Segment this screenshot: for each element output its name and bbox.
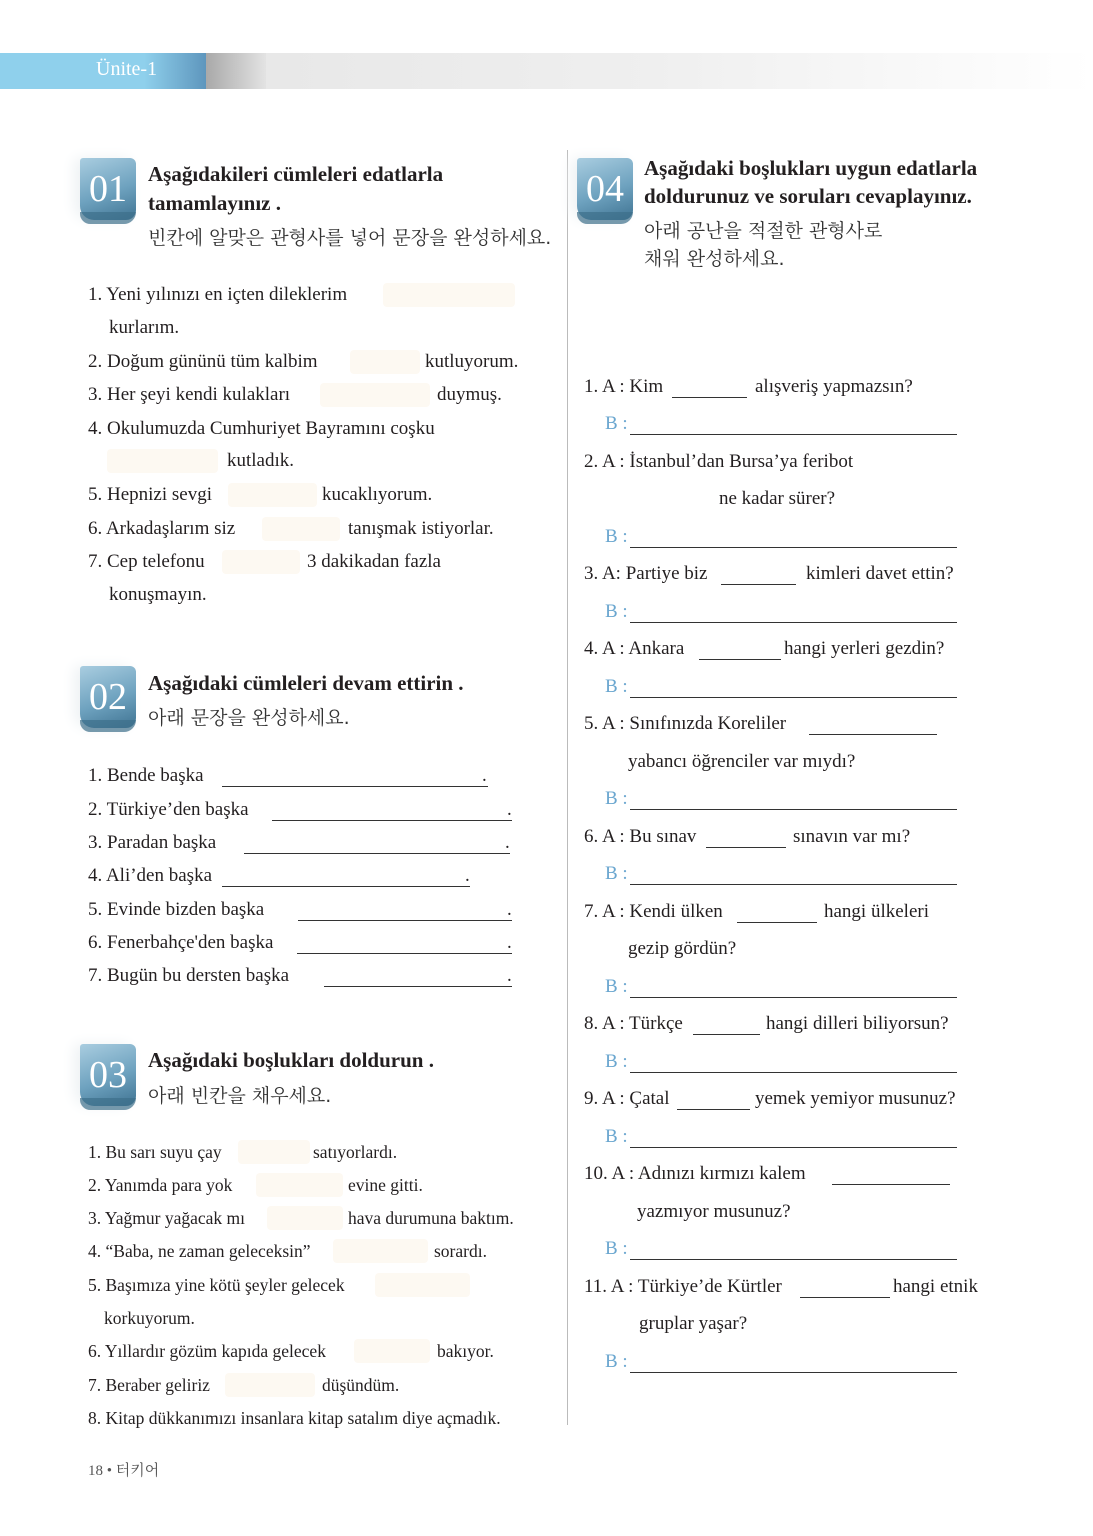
answer-blank[interactable] [320,383,430,407]
exercise-text: hava durumuna baktım. [348,1208,514,1228]
exercise-text: bakıyor. [437,1341,494,1361]
exercise-text: . [465,865,470,886]
book-title: 터키어 [115,1463,160,1479]
exercise-text: 2. Yanımda para yok [88,1175,233,1195]
exercise-text: alışveriş yapmazsın? [755,376,913,397]
exercise-text: düşündüm. [322,1375,400,1395]
exercise-title: doldurunuz ve soruları cevaplayınız. [644,184,972,208]
exercise-text: 8. A : Türkçe [584,1013,683,1034]
exercise-text: ne kadar sürer? [719,488,836,509]
exercise-text: evine gitti. [348,1175,423,1195]
unit-tab-shadow [206,53,266,89]
exercise-instruction-korean: 빈칸에 알맞은 관형사를 넣어 문장을 완성하세요. [148,227,552,249]
answer-line[interactable] [630,547,957,548]
answer-label-b: B : [605,863,628,884]
answer-blank[interactable] [375,1273,470,1297]
answer-line[interactable] [630,622,957,623]
exercise-text: . [482,765,487,786]
exercise-text: yabancı öğrenciler var mıydı? [628,751,856,772]
exercise-instruction-korean: 아래 빈칸을 채우세요. [148,1085,332,1107]
exercise-text: 10. A : Adınızı kırmızı kalem [584,1163,806,1184]
answer-blank[interactable] [354,1339,430,1363]
answer-blank[interactable] [333,1239,428,1263]
answer-blank[interactable] [107,449,218,473]
exercise-text: 4. Ali’den başka [88,865,213,886]
exercise-text: tanışmak istiyorlar. [348,518,494,539]
exercise-text: 6. Yıllardır gözüm kapıda gelecek [88,1341,326,1361]
exercise-text: hangi etnik [893,1276,978,1297]
answer-line[interactable] [693,1034,760,1035]
answer-label-b: B : [605,1238,628,1259]
exercise-instruction-korean: 아래 공난을 적절한 관형사로 [644,220,883,242]
exercise-text: 1. A : Kim [584,376,664,397]
exercise-text: . [505,832,510,853]
answer-line[interactable] [297,953,512,954]
exercise-text: 3. Yağmur yağacak mı [88,1208,245,1228]
exercise-text: kimleri davet ettin? [806,563,954,584]
answer-line[interactable] [630,434,957,435]
exercise-badge-02: 02 [80,666,136,728]
answer-line[interactable] [699,659,781,660]
answer-line[interactable] [800,1297,890,1298]
exercise-text: 6. Fenerbahçe'den başka [88,932,274,953]
answer-label-b: B : [605,788,628,809]
answer-line[interactable] [630,1372,957,1373]
exercise-text: . [507,932,512,953]
exercise-text: 3 dakikadan fazla [307,551,441,572]
answer-blank[interactable] [256,1173,343,1197]
answer-line[interactable] [721,584,796,585]
column-divider [567,150,568,1425]
exercise-instruction-korean: 아래 문장을 완성하세요. [148,707,350,729]
page-number: 18 [88,1463,103,1479]
answer-blank[interactable] [383,283,515,307]
exercise-text: 1. Yeni yılınızı en içten dileklerim [88,284,348,305]
exercise-text: 4. A : Ankara [584,638,685,659]
answer-line[interactable] [737,922,817,923]
answer-line[interactable] [630,997,957,998]
answer-line[interactable] [630,1259,957,1260]
exercise-text: kucaklıyorum. [322,484,433,505]
exercise-text: hangi ülkeleri [824,901,929,922]
answer-line[interactable] [706,847,786,848]
answer-label-b: B : [605,1351,628,1372]
answer-label-b: B : [605,676,628,697]
exercise-text: konuşmayın. [109,584,207,605]
answer-label-b: B : [605,601,628,622]
answer-label-b: B : [605,1051,628,1072]
exercise-text: 5. Başımıza yine kötü şeyler gelecek [88,1275,345,1295]
exercise-badge-01: 01 [80,158,136,220]
exercise-text: 5. A : Sınıfınızda Koreliler [584,713,787,734]
exercise-title: tamamlayınız . [148,191,281,215]
exercise-text: hangi yerleri gezdin? [784,638,945,659]
exercise-text: 5. Evinde bizden başka [88,899,265,920]
exercise-text: 3. Paradan başka [88,832,217,853]
answer-line[interactable] [298,920,512,921]
exercise-text: 9. A : Çatal [584,1088,670,1109]
exercise-text: . [507,965,512,986]
exercise-text: yazmıyor musunuz? [637,1201,791,1222]
exercise-badge-04: 04 [577,158,633,220]
exercise-text: 4. Okulumuzda Cumhuriyet Bayramını coşku [88,418,435,439]
answer-line[interactable] [630,1072,957,1073]
answer-line[interactable] [630,884,957,885]
exercise-text: sorardı. [434,1241,487,1261]
exercise-text: yemek yemiyor musunuz? [755,1088,956,1109]
exercise-text: . [507,899,512,920]
answer-line[interactable] [222,786,488,787]
exercise-text: kurlarım. [109,317,180,338]
answer-line[interactable] [244,853,510,854]
answer-label-b: B : [605,413,628,434]
exercise-text: 6. Arkadaşlarım siz [88,518,236,539]
answer-line[interactable] [630,809,957,810]
answer-blank[interactable] [267,1206,343,1230]
exercise-text: 2. A : İstanbul’dan Bursa’ya feribot [584,451,854,472]
exercise-text: 5. Hepnizi sevgi [88,484,213,505]
exercise-text: 7. A : Kendi ülken [584,901,723,922]
exercise-text: satıyorlardı. [313,1142,398,1162]
answer-label-b: B : [605,976,628,997]
exercise-text: kutluyorum. [425,351,519,372]
exercise-text: kutladık. [227,450,295,471]
exercise-text: 7. Cep telefonu [88,551,205,572]
exercise-text: korkuyorum. [104,1308,195,1328]
exercise-title: Aşağıdaki cümleleri devam ettirin . [148,671,464,695]
exercise-text: 1. Bu sarı suyu çay [88,1142,222,1162]
exercise-text: 2. Doğum gününü tüm kalbim [88,351,318,372]
answer-line[interactable] [677,1109,750,1110]
exercise-title: Aşağıdaki boşlukları doldurun . [148,1048,434,1072]
exercise-text: sınavın var mı? [793,826,911,847]
exercise-text: gezip gördün? [628,938,737,959]
answer-line[interactable] [809,734,937,735]
exercise-text: 6. A : Bu sınav [584,826,697,847]
exercise-text: 4. “Baba, ne zaman geleceksin” [88,1241,311,1261]
answer-line[interactable] [272,820,512,821]
answer-label-b: B : [605,1126,628,1147]
exercise-text: 1. Bende başka [88,765,204,786]
page-footer [88,1459,159,1480]
exercise-text: 7. Beraber geliriz [88,1375,210,1395]
exercise-text: duymuş. [437,384,502,405]
answer-line[interactable] [630,1147,957,1148]
exercise-text: 8. Kitap dükkanımızı insanlara kitap satalım diye açmadık. [88,1408,501,1428]
exercise-text: 11. A : Türkiye’de Kürtler [584,1276,782,1297]
exercise-instruction-korean: 채워 완성하세요. [644,248,785,270]
exercise-text: 2. Türkiye’den başka [88,799,249,820]
unit-label: Ünite-1 [96,58,158,80]
answer-blank[interactable] [262,517,340,541]
answer-line[interactable] [324,986,512,987]
exercise-text: gruplar yaşar? [639,1313,748,1334]
footer-bullet: • [106,1463,113,1479]
exercise-text: 7. Bugün bu dersten başka [88,965,290,986]
exercise-title: Aşağıdaki boşlukları uygun edatlarla [644,156,978,180]
exercise-badge-03: 03 [80,1044,136,1106]
exercise-text: 3. Her şeyi kendi kulakları [88,384,291,405]
answer-blank[interactable] [222,550,300,574]
answer-line[interactable] [672,397,747,398]
answer-blank[interactable] [225,1373,315,1397]
exercise-text: 3. A: Partiye biz [584,563,708,584]
answer-label-b: B : [605,526,628,547]
exercise-title: Aşağıdakileri cümleleri edatlarla [148,162,444,186]
answer-line[interactable] [630,697,957,698]
answer-line[interactable] [222,886,470,887]
exercise-text: hangi dilleri biliyorsun? [766,1013,949,1034]
answer-blank[interactable] [350,350,420,374]
answer-blank[interactable] [228,483,317,507]
answer-blank[interactable] [238,1140,310,1164]
exercise-text: . [507,799,512,820]
answer-line[interactable] [832,1184,950,1185]
